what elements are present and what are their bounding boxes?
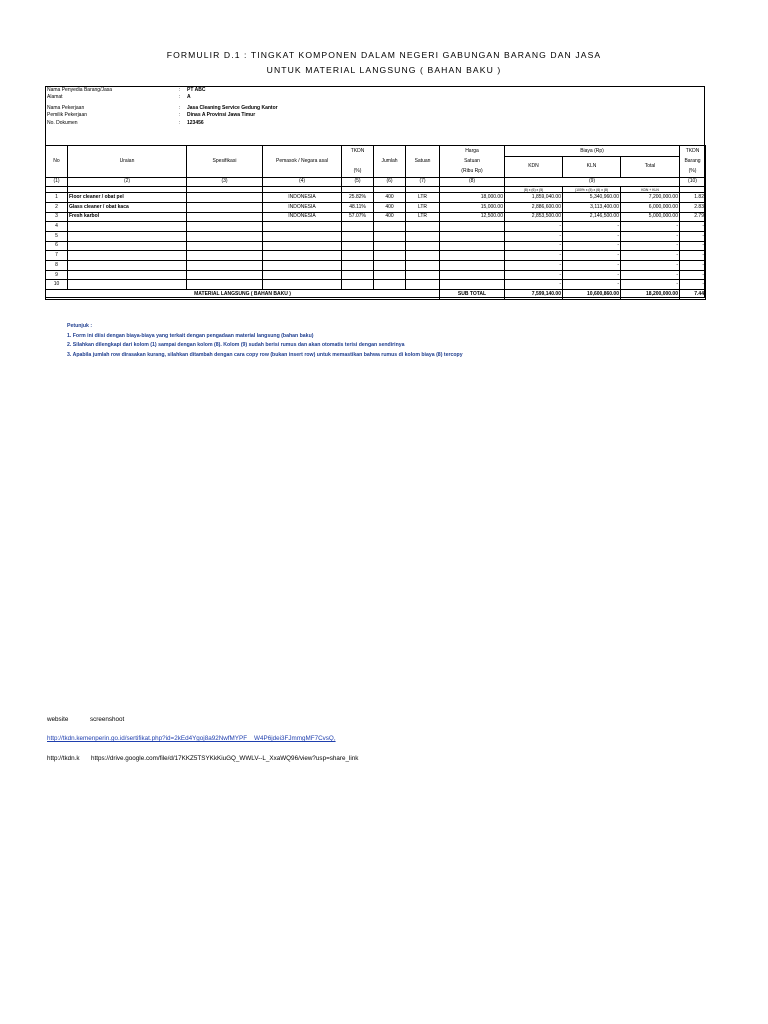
info-value: PT ABC xyxy=(187,87,206,93)
info-value: A xyxy=(187,94,191,100)
cell-pemasok xyxy=(263,222,342,232)
subtotal-kln: 10,600,860.00 xyxy=(563,290,621,300)
cell-jumlah xyxy=(374,241,406,251)
cell-jumlah xyxy=(374,280,406,290)
cell-uraian xyxy=(68,231,187,241)
column-number: (5) xyxy=(342,177,374,187)
cell-kdn: 2,853,500.00 xyxy=(505,212,563,222)
table-row xyxy=(46,212,706,222)
cell-tkdn xyxy=(342,280,374,290)
cell-satuan: LTR xyxy=(406,202,440,212)
cell-satuan xyxy=(406,270,440,280)
cell-harga: 12,500.00 xyxy=(440,212,505,222)
header-satuan: Satuan xyxy=(406,146,440,178)
info-row xyxy=(47,94,647,101)
column-number: (6) xyxy=(374,177,406,187)
cell-no: 5 xyxy=(46,231,68,241)
info-value: Jasa Cleaning Service Gedung Kantor xyxy=(187,105,278,111)
certificate-link[interactable]: http://tkdn.kemenperin.go.id/sertifikat.php?id=2kEd4Ygoj8a92NwfMYPF__W4P6jdei3FJmmgMF7CvsQ, xyxy=(47,735,336,742)
cell-total: 6,000,000.00 xyxy=(621,202,680,212)
table-row xyxy=(46,231,706,241)
cell-no: 8 xyxy=(46,261,68,271)
header-tkdn-blank xyxy=(342,157,374,167)
column-number: (8) xyxy=(440,177,505,187)
info-separator: : xyxy=(179,112,181,118)
cell-pemasok xyxy=(263,241,342,251)
instructions xyxy=(67,322,463,360)
cell-harga: 18,000.00 xyxy=(440,193,505,203)
cell-no: 4 xyxy=(46,222,68,232)
cell-kln: - xyxy=(563,270,621,280)
cell-tkdn: 57.07% xyxy=(342,212,374,222)
cell-tkdn: 25.82% xyxy=(342,193,374,203)
cell-tkdn-barang: - xyxy=(680,280,706,290)
header-tkdn: TKDN xyxy=(342,146,374,157)
cell-no: 10 xyxy=(46,280,68,290)
header-biaya: Biaya (Rp) xyxy=(505,146,680,157)
header-pemasok: Pemasok / Negara asal xyxy=(263,146,342,178)
cell-tkdn xyxy=(342,261,374,271)
cell-tkdn-barang: - xyxy=(680,222,706,232)
cell-uraian xyxy=(68,251,187,261)
info-row xyxy=(47,112,647,119)
table-row xyxy=(46,270,706,280)
cell-harga xyxy=(440,270,505,280)
table-row xyxy=(46,202,706,212)
table-row xyxy=(46,261,706,271)
header-row xyxy=(46,146,706,157)
cell-total: - xyxy=(621,251,680,261)
cell-pemasok xyxy=(263,280,342,290)
material-label: MATERIAL LANGSUNG ( BAHAN BAKU ) xyxy=(46,290,440,300)
subtotal-total: 18,200,000.00 xyxy=(621,290,680,300)
header-total: Total xyxy=(621,157,680,178)
info-separator: : xyxy=(179,105,181,111)
cell-tkdn-barang: 2.83 xyxy=(680,202,706,212)
cell-total: 7,200,000.00 xyxy=(621,193,680,203)
cell-jumlah: 400 xyxy=(374,212,406,222)
instructions-heading: Petunjuk : xyxy=(67,323,93,329)
cell-kln: 3,113,400.00 xyxy=(563,202,621,212)
cell-uraian xyxy=(68,241,187,251)
link2-prefix: http://tkdn.k xyxy=(47,755,80,762)
column-number: (9) xyxy=(505,177,680,187)
header-tkdn-barang-2: Barang xyxy=(680,157,706,167)
cell-no: 9 xyxy=(46,270,68,280)
cell-pemasok: INDONESIA xyxy=(263,212,342,222)
cell-satuan xyxy=(406,231,440,241)
cell-spesifikasi xyxy=(187,222,263,232)
cell-kdn: - xyxy=(505,280,563,290)
header-uraian: Uraian xyxy=(68,146,187,178)
instruction-2: 2. Silahkan dilengkapi dari kolom (1) sampai dengan kolom (8). Kolom (9) sudah berisi rumus dan akan otomatis terisi dengan sendirinya xyxy=(67,342,405,348)
column-number: (4) xyxy=(263,177,342,187)
cell-harga xyxy=(440,280,505,290)
column-number: (7) xyxy=(406,177,440,187)
cell-uraian xyxy=(68,270,187,280)
cell-pemasok xyxy=(263,270,342,280)
cell-harga: 15,000.00 xyxy=(440,202,505,212)
cell-spesifikasi xyxy=(187,261,263,271)
cell-pemasok xyxy=(263,261,342,271)
column-number-row xyxy=(46,177,706,187)
cell-spesifikasi xyxy=(187,193,263,203)
cell-tkdn: 48.11% xyxy=(342,202,374,212)
cell-spesifikasi xyxy=(187,231,263,241)
formula-total: KDN + KLN xyxy=(621,187,680,193)
info-label: Nama Pekerjaan xyxy=(47,105,85,111)
info-row xyxy=(47,87,647,94)
form-title: FORMULIR D.1 : TINGKAT KOMPONEN DALAM NEGERI GABUNGAN BARANG DAN JASA xyxy=(166,50,602,60)
subtotal-row xyxy=(46,290,706,300)
cell-jumlah xyxy=(374,222,406,232)
cell-kln: - xyxy=(563,280,621,290)
header-kln: KLN xyxy=(563,157,621,178)
cell-kln: - xyxy=(563,231,621,241)
header-harga-ribu: (Ribu Rp) xyxy=(440,167,505,178)
cell-kln: 2,146,500.00 xyxy=(563,212,621,222)
cell-tkdn-barang: - xyxy=(680,251,706,261)
cell-tkdn-barang: - xyxy=(680,241,706,251)
cell-tkdn xyxy=(342,270,374,280)
subtotal-kdn: 7,599,140.00 xyxy=(505,290,563,300)
cell-kdn: - xyxy=(505,231,563,241)
cell-total: - xyxy=(621,261,680,271)
cell-harga xyxy=(440,251,505,261)
header-tkdn-pct: (%) xyxy=(342,167,374,178)
cell-kdn: - xyxy=(505,222,563,232)
cell-kdn: - xyxy=(505,251,563,261)
cell-harga xyxy=(440,231,505,241)
info-value: Dinas A Provinsi Jawa Timur xyxy=(187,112,256,118)
table-row xyxy=(46,241,706,251)
cell-kdn: 1,859,040.00 xyxy=(505,193,563,203)
table-row xyxy=(46,280,706,290)
header-kdn: KDN xyxy=(505,157,563,178)
header-tkdn-barang: TKDN xyxy=(680,146,706,157)
table-row xyxy=(46,222,706,232)
cell-total: - xyxy=(621,280,680,290)
cell-jumlah: 400 xyxy=(374,202,406,212)
cell-tkdn-barang: - xyxy=(680,270,706,280)
info-label: Alamat xyxy=(47,94,63,100)
cell-jumlah: 400 xyxy=(374,193,406,203)
cell-jumlah xyxy=(374,251,406,261)
cell-jumlah xyxy=(374,261,406,271)
info-label: No. Dokumen xyxy=(47,120,78,126)
cell-kln: - xyxy=(563,222,621,232)
cell-kln: - xyxy=(563,251,621,261)
cell-total: 5,000,000.00 xyxy=(621,212,680,222)
cell-no: 6 xyxy=(46,241,68,251)
header-spesifikasi: Spesifikasi xyxy=(187,146,263,178)
header-harga: Harga xyxy=(440,146,505,157)
cell-uraian xyxy=(68,222,187,232)
info-separator: : xyxy=(179,87,181,93)
cell-tkdn-barang: 2.79 xyxy=(680,212,706,222)
info-row xyxy=(47,120,647,127)
cell-kdn: 2,886,600.00 xyxy=(505,202,563,212)
cell-no: 3 xyxy=(46,212,68,222)
subtotal-label: SUB TOTAL xyxy=(440,290,505,300)
cell-satuan xyxy=(406,241,440,251)
cell-spesifikasi xyxy=(187,280,263,290)
cell-tkdn xyxy=(342,251,374,261)
cell-total: - xyxy=(621,241,680,251)
header-jumlah: Jumlah xyxy=(374,146,406,178)
info-row xyxy=(47,105,647,112)
cell-kln: - xyxy=(563,261,621,271)
cell-harga xyxy=(440,222,505,232)
cell-no: 1 xyxy=(46,193,68,203)
info-separator: : xyxy=(179,120,181,126)
cell-spesifikasi xyxy=(187,241,263,251)
header-tkdn-barang-pct: (%) xyxy=(680,167,706,178)
cell-spesifikasi xyxy=(187,270,263,280)
cell-jumlah xyxy=(374,231,406,241)
form-subtitle: UNTUK MATERIAL LANGSUNG ( BAHAN BAKU ) xyxy=(266,65,502,75)
info-value: 123456 xyxy=(187,120,204,126)
cell-kdn: - xyxy=(505,270,563,280)
cell-total: - xyxy=(621,231,680,241)
cell-spesifikasi xyxy=(187,202,263,212)
cell-satuan xyxy=(406,280,440,290)
cell-kln: - xyxy=(563,241,621,251)
info-label: Nama Penyedia Barang/Jasa xyxy=(47,87,113,93)
cell-uraian xyxy=(68,261,187,271)
cell-tkdn-barang: - xyxy=(680,231,706,241)
info-label: Pemilik Pekerjaan xyxy=(47,112,88,118)
cell-kdn: - xyxy=(505,261,563,271)
cell-uraian: Fresh karbol xyxy=(68,212,187,222)
cell-pemasok: INDONESIA xyxy=(263,202,342,212)
cell-spesifikasi xyxy=(187,212,263,222)
cell-satuan: LTR xyxy=(406,193,440,203)
cell-satuan: LTR xyxy=(406,212,440,222)
cell-kln: 5,340,960.00 xyxy=(563,193,621,203)
label-screenshoot: screenshoot xyxy=(90,716,125,723)
column-number: (3) xyxy=(187,177,263,187)
cell-tkdn xyxy=(342,231,374,241)
instruction-3: 3. Apabila jumlah row dirasakan kurang, silahkan ditambah dengan cara copy row (bukan insert row) untuk memastikan bahwa rumus di kolom biaya (8) tercopy xyxy=(67,351,463,358)
component-table xyxy=(45,145,706,300)
cell-no: 7 xyxy=(46,251,68,261)
cell-tkdn-barang: 1.82 xyxy=(680,193,706,203)
column-number: (2) xyxy=(68,177,187,187)
cell-satuan xyxy=(406,261,440,271)
header-no: No xyxy=(46,146,68,178)
label-website: website xyxy=(47,716,69,723)
formula-kln: (100% x (5) x (6) x (8) xyxy=(563,187,621,193)
cell-spesifikasi xyxy=(187,251,263,261)
cell-no: 2 xyxy=(46,202,68,212)
cell-total: - xyxy=(621,222,680,232)
cell-pemasok xyxy=(263,251,342,261)
cell-kdn: - xyxy=(505,241,563,251)
cell-pemasok xyxy=(263,231,342,241)
subtotal-tkdn-barang: 7.44 xyxy=(680,290,706,300)
cell-tkdn xyxy=(342,222,374,232)
cell-jumlah xyxy=(374,270,406,280)
cell-harga xyxy=(440,261,505,271)
cell-tkdn-barang: - xyxy=(680,261,706,271)
cell-tkdn xyxy=(342,241,374,251)
column-number: (10) xyxy=(680,177,706,187)
cell-uraian: Floor cleaner / obat pel xyxy=(68,193,187,203)
cell-uraian: Glass cleaner / obat kaca xyxy=(68,202,187,212)
instruction-1: 1. Form ini diisi dengan biaya-biaya yang terkait dengan pengadaan material langsung (bahan baku) xyxy=(67,332,314,339)
formula-kdn: (8) x (6) x (5) xyxy=(505,187,563,193)
cell-total: - xyxy=(621,270,680,280)
cell-pemasok: INDONESIA xyxy=(263,193,342,203)
drive-link[interactable]: https://drive.google.com/file/d/17KKZ5TSYKkKiuGQ_WWLV--L_XxaWQ96/view?usp=share_link xyxy=(91,755,359,762)
cell-uraian xyxy=(68,280,187,290)
info-separator: : xyxy=(179,94,181,100)
cell-harga xyxy=(440,241,505,251)
table-row xyxy=(46,251,706,261)
cell-satuan xyxy=(406,222,440,232)
column-number: (1) xyxy=(46,177,68,187)
cell-satuan xyxy=(406,251,440,261)
table-row xyxy=(46,193,706,203)
header-harga-satuan: Satuan xyxy=(440,157,505,167)
